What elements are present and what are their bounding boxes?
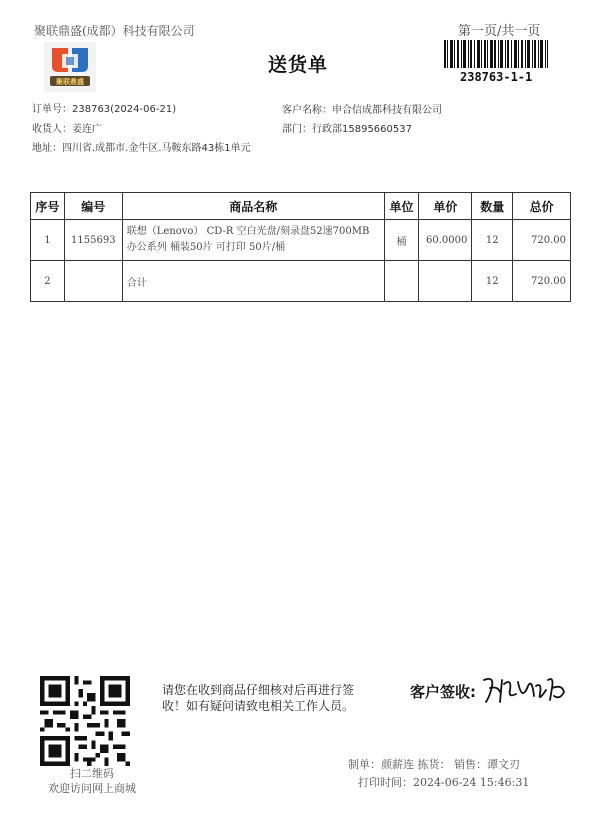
cell-name [122, 220, 384, 261]
notice-text: 请您在收到商品仔细核对后再进行签收！如有疑问请致电相关工作人员。 [162, 683, 355, 713]
order-number: 订单号：238763(2024-06-21) [32, 104, 177, 115]
barcode [444, 40, 548, 68]
cell-qty: 12 [472, 220, 513, 261]
signature [480, 672, 570, 708]
customer-sign-label: 客户签收: [410, 683, 476, 701]
receiver: 收货人：姜连广 [32, 124, 102, 135]
table-row [31, 261, 571, 302]
logo-text: 聚联鼎盛 [56, 78, 84, 86]
cell-seq: 2 [31, 261, 65, 302]
items-table [30, 192, 571, 302]
maker-info: 制单：颜薪连 拣货： 销售：谭文刃 [348, 758, 520, 771]
cell-qty: 12 [472, 261, 513, 302]
qr-caption-line2: 欢迎访问网上商城 [48, 782, 136, 795]
customer-name: 客户名称：申合信成都科技有限公司 [282, 105, 442, 116]
column-header: 单位 [384, 193, 419, 220]
table-header-row [31, 193, 571, 220]
column-header: 单价 [419, 193, 472, 220]
barcode-number: 238763-1-1 [460, 70, 533, 84]
column-header: 序号 [31, 193, 65, 220]
print-time: 打印时间：2024-06-24 15:46:31 [358, 776, 530, 789]
cell-name: 合计 [122, 261, 384, 302]
company-name: 聚联鼎盛(成都）科技有限公司 [34, 24, 195, 38]
cell-unit: 桶 [384, 220, 419, 261]
cell-seq: 1 [31, 220, 65, 261]
cell-price: 60.0000 [419, 220, 472, 261]
column-header: 商品名称 [122, 193, 384, 220]
cell-total: 720.00 [513, 220, 571, 261]
qr-caption [40, 766, 144, 796]
cell-code [64, 261, 122, 302]
qr-code [40, 676, 130, 766]
cell-name-line1: 联想（Lenovo） CD-R 空白光盘/刻录盘52速700MB [126, 226, 370, 237]
page-title: 送货单 [268, 54, 329, 76]
address: 地址：四川省.成都市.金牛区.马鞍东路43栋1单元 [32, 143, 251, 154]
cell-price [419, 261, 472, 302]
signature-icon [480, 672, 570, 708]
page-info: 第一页/共一页 [458, 24, 541, 39]
cell-name-line2: 办公系列 桶装50片 可打印 50片/桶 [126, 242, 286, 253]
table-row [31, 220, 571, 261]
company-logo [44, 42, 96, 92]
cell-total: 720.00 [513, 261, 571, 302]
cell-code: 1155693 [64, 220, 122, 261]
barcode-icon [444, 40, 548, 68]
column-header: 编号 [64, 193, 122, 220]
logo-icon [44, 42, 96, 92]
column-header: 数量 [472, 193, 513, 220]
column-header: 总价 [513, 193, 571, 220]
qr-code-icon [40, 676, 130, 766]
qr-caption-line1: 扫二维码 [70, 767, 114, 780]
department: 部门：行政部15895660537 [282, 124, 412, 135]
cell-unit [384, 261, 419, 302]
